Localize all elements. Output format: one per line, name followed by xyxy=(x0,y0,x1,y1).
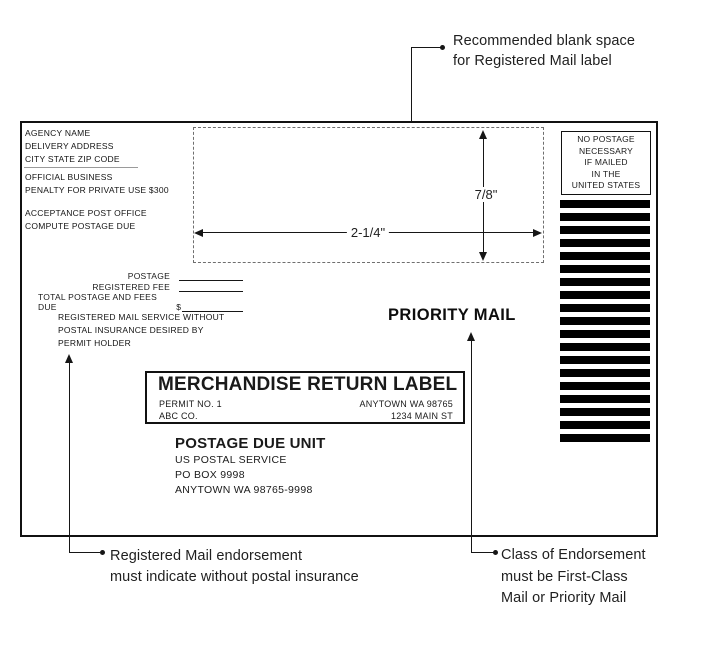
delivery-address-line: DELIVERY ADDRESS xyxy=(25,141,114,151)
permit-block xyxy=(159,398,222,422)
callout-registered-line1: Registered Mail endorsement xyxy=(110,548,303,564)
postage-paid-bar xyxy=(560,252,650,260)
registered-service-line2: POSTAL INSURANCE DESIRED BY xyxy=(58,325,204,335)
no-postage-line5: UNITED STATES xyxy=(571,180,641,191)
callout-registered-line2: must indicate without postal insurance xyxy=(110,568,359,585)
return-address-block xyxy=(25,127,120,166)
merchandise-label-details xyxy=(159,398,453,422)
callout-blank-space-line2: for Registered Mail label xyxy=(453,53,612,69)
callout-blank-space xyxy=(453,31,635,71)
postage-paid-bar xyxy=(560,304,650,312)
no-postage-line3: IF MAILED xyxy=(584,157,628,168)
registered-service-line1: REGISTERED MAIL SERVICE WITHOUT xyxy=(58,312,225,322)
callout-registered-endorsement xyxy=(110,546,359,587)
postage-due-line1: US POSTAL SERVICE xyxy=(175,454,287,466)
no-postage-line4: IN THE xyxy=(591,168,621,179)
callout-registered-leader-h xyxy=(69,552,100,553)
postage-paid-bars xyxy=(560,200,650,447)
postage-due-unit-title: POSTAGE DUE UNIT xyxy=(175,435,326,452)
postage-paid-bar xyxy=(560,317,650,325)
height-dimension-label: 7/8" xyxy=(471,187,502,202)
postage-paid-bar xyxy=(560,213,650,221)
postage-paid-bar xyxy=(560,382,650,390)
callout-class-leader-h xyxy=(471,552,494,553)
merchandise-return-label-title: MERCHANDISE RETURN LABEL xyxy=(158,374,458,395)
acceptance-post-office-line: ACCEPTANCE POST OFFICE xyxy=(25,208,147,218)
postage-due-line2: PO BOX 9998 xyxy=(175,469,245,481)
postage-paid-bar xyxy=(560,356,650,364)
fee-row-total xyxy=(38,292,243,312)
postage-paid-bar xyxy=(560,291,650,299)
callout-registered-leader-v xyxy=(69,362,70,552)
no-postage-line1: NO POSTAGE xyxy=(577,134,635,145)
callout-class-bullet xyxy=(493,550,498,555)
no-postage-line2: NECESSARY xyxy=(578,145,634,156)
callout-blank-space-leader-h xyxy=(411,47,442,48)
postage-paid-bar xyxy=(560,395,650,403)
city-state-zip-line: CITY STATE ZIP CODE xyxy=(25,154,120,164)
callout-class-endorsement xyxy=(501,545,646,610)
fee-row-registered xyxy=(38,282,243,292)
postage-paid-bar xyxy=(560,239,650,247)
width-dimension-label: 2-1/4" xyxy=(347,225,389,240)
callout-class-line2: must be First-Class xyxy=(501,568,628,585)
acceptance-block xyxy=(25,207,147,233)
registered-service-block xyxy=(58,311,224,350)
postage-paid-bar xyxy=(560,200,650,208)
priority-mail-marking: PRIORITY MAIL xyxy=(388,306,516,324)
destination-street-line: 1234 MAIN ST xyxy=(390,411,453,421)
official-business-line: OFFICIAL BUSINESS xyxy=(25,172,113,182)
postage-due-line3: ANYTOWN WA 98765-9998 xyxy=(175,484,313,496)
currency-symbol: $ xyxy=(176,302,182,312)
arrowhead-left-icon xyxy=(194,229,203,237)
company-line: ABC CO. xyxy=(159,411,198,421)
registered-service-line3: PERMIT HOLDER xyxy=(58,338,131,348)
merchandise-return-label-box xyxy=(145,371,465,424)
compute-postage-due-line: COMPUTE POSTAGE DUE xyxy=(25,221,136,231)
callout-blank-space-line1: Recommended blank space xyxy=(453,33,636,49)
agency-name-line: AGENCY NAME xyxy=(25,128,91,138)
registered-fee-blank xyxy=(179,282,243,292)
fee-row-postage xyxy=(38,271,243,281)
postage-paid-bar xyxy=(560,408,650,416)
official-business-block xyxy=(25,171,169,197)
callout-class-line3: Mail or Priority Mail xyxy=(501,590,627,606)
return-address-rule xyxy=(24,167,138,168)
postage-due-unit-address xyxy=(175,453,313,498)
total-fee-label: TOTAL POSTAGE AND FEES DUE xyxy=(38,292,158,312)
postage-paid-bar xyxy=(560,369,650,377)
destination-city-line: ANYTOWN WA 98765 xyxy=(359,399,453,409)
postage-paid-bar xyxy=(560,226,650,234)
callout-class-line1: Class of Endorsement xyxy=(501,547,646,563)
postage-paid-bar xyxy=(560,434,650,442)
postage-paid-bar xyxy=(560,265,650,273)
postage-fee-blank xyxy=(179,271,243,281)
postage-paid-bar xyxy=(560,278,650,286)
no-postage-notice xyxy=(561,131,651,195)
registered-fee-label: REGISTERED FEE xyxy=(92,282,170,292)
destination-block xyxy=(359,398,453,422)
postage-paid-bar xyxy=(560,330,650,338)
postage-fee-label: POSTAGE xyxy=(127,271,170,281)
postage-paid-bar xyxy=(560,343,650,351)
permit-no-line: PERMIT NO. 1 xyxy=(159,399,222,409)
callout-registered-bullet xyxy=(100,550,105,555)
callout-class-leader-v xyxy=(471,340,472,552)
arrowhead-down-icon xyxy=(479,252,487,261)
postage-paid-bar xyxy=(560,421,650,429)
arrowhead-right-icon xyxy=(533,229,542,237)
penalty-line: PENALTY FOR PRIVATE USE $300 xyxy=(25,185,169,195)
